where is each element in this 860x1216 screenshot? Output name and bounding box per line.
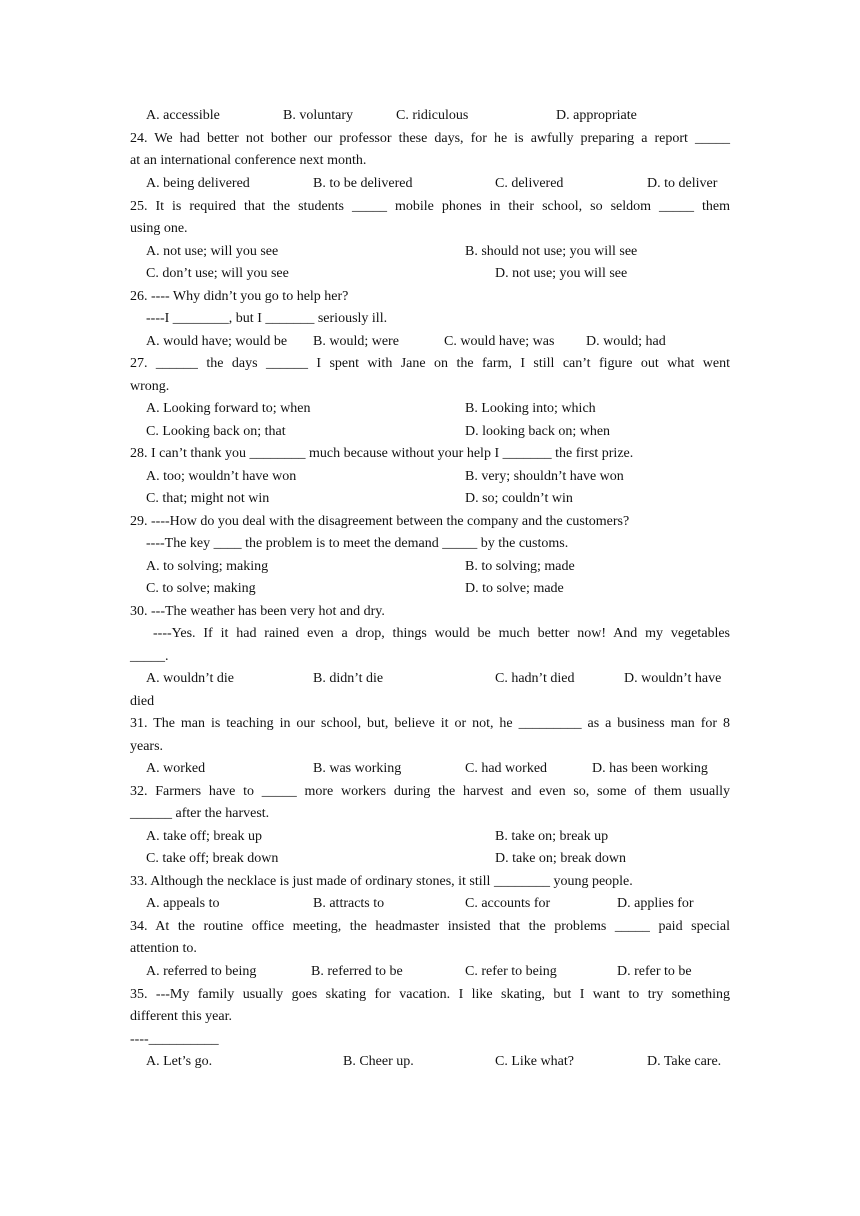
q28-option-d: D. so; couldn’t win [465,491,573,506]
q23-option-d: D. appropriate [556,108,637,123]
q33-option-c: C. accounts for [465,896,551,911]
q30-question-line2: ----Yes. If it had rained even a drop, things would be much better now! And my vegetables [153,626,730,641]
q34-question-line1: 34. At the routine office meeting, the headmaster insisted that the problems _____ paid special [130,919,730,934]
q35-question-line2: different this year. [130,1009,232,1024]
q24-option-d: D. to deliver [647,176,718,191]
q26-option-b: B. would; were [313,334,399,349]
q25-question-line1: 25. It is required that the students _____ mobile phones in their school, so seldom _____ them [130,199,730,214]
q23-option-c: C. ridiculous [396,108,469,123]
q32-option-c: C. take off; break down [146,851,279,866]
q25-option-a: A. not use; will you see [146,244,279,259]
q35-option-d: D. Take care. [647,1054,722,1069]
q29-question-line1: 29. ----How do you deal with the disagreement between the company and the customers? [130,514,630,529]
q23-option-a: A. accessible [146,108,220,123]
q32-option-b: B. take on; break up [495,829,609,844]
q29-option-c: C. to solve; making [146,581,256,596]
q32-option-d: D. take on; break down [495,851,627,866]
q31-option-b: B. was working [313,761,402,776]
q24-option-c: C. delivered [495,176,564,191]
q33-option-d: D. applies for [617,896,694,911]
q32-question-line2: ______ after the harvest. [130,806,270,821]
q34-question-line2: attention to. [130,941,197,956]
q30-question-line3: _____. [130,649,169,664]
q24-question-line2: at an international conference next month. [130,153,367,168]
q29-option-d: D. to solve; made [465,581,564,596]
q27-option-d: D. looking back on; when [465,424,611,439]
q28-option-c: C. that; might not win [146,491,270,506]
q30-option-d: D. wouldn’t have [624,671,722,686]
q30-option-a: A. wouldn’t die [146,671,235,686]
q25-option-b: B. should not use; you will see [465,244,638,259]
q29-question-line2: ----The key ____ the problem is to meet the demand _____ by the customs. [146,536,569,551]
q25-option-c: C. don’t use; will you see [146,266,289,281]
q35-question-line1: 35. ---My family usually goes skating for vacation. I like skating, but I want to try something [130,987,730,1002]
q25-question-line2: using one. [130,221,188,236]
q34-option-d: D. refer to be [617,964,692,979]
q31-option-d: D. has been working [592,761,708,776]
q31-option-c: C. had worked [465,761,548,776]
q28-option-a: A. too; wouldn’t have won [146,469,297,484]
q24-option-a: A. being delivered [146,176,250,191]
q27-option-a: A. Looking forward to; when [146,401,311,416]
q31-option-a: A. worked [146,761,206,776]
q34-option-c: C. refer to being [465,964,557,979]
q27-question-line2: wrong. [130,379,170,394]
q35-answer-blank: ----__________ [130,1032,219,1047]
q29-option-a: A. to solving; making [146,559,269,574]
q24-question-line1: 24. We had better not bother our professor these days, for he is awfully preparing a report _____ [130,131,730,146]
q27-option-b: B. Looking into; which [465,401,596,416]
q33-question-line1: 33. Although the necklace is just made of ordinary stones, it still ________ young people. [130,874,633,889]
q25-option-d: D. not use; you will see [495,266,628,281]
q26-question-line1: 26. ---- Why didn’t you go to help her? [130,289,349,304]
q34-option-a: A. referred to being [146,964,257,979]
q34-option-b: B. referred to be [311,964,403,979]
q35-option-b: B. Cheer up. [343,1054,414,1069]
q26-question-line2: ----I ________, but I _______ seriously ill. [146,311,388,326]
q35-option-a: A. Let’s go. [146,1054,213,1069]
q27-question-line1: 27. ______ the days ______ I spent with Jane on the farm, I still can’t figure out what went [130,356,730,371]
q31-question-line1: 31. The man is teaching in our school, but, believe it or not, he _________ as a business man for 8 [130,716,730,731]
q33-option-b: B. attracts to [313,896,385,911]
q30-question-line1: 30. ---The weather has been very hot and dry. [130,604,385,619]
q26-option-a: A. would have; would be [146,334,288,349]
q23-option-b: B. voluntary [283,108,353,123]
q30-option-d-wrap: died [130,694,155,709]
q26-option-c: C. would have; was [444,334,555,349]
q28-option-b: B. very; shouldn’t have won [465,469,624,484]
q35-option-c: C. Like what? [495,1054,574,1069]
q30-option-b: B. didn’t die [313,671,384,686]
q28-question-line1: 28. I can’t thank you ________ much because without your help I _______ the first prize. [130,446,634,461]
q24-option-b: B. to be delivered [313,176,413,191]
q32-option-a: A. take off; break up [146,829,262,844]
q26-option-d: D. would; had [586,334,666,349]
q30-option-c: C. hadn’t died [495,671,575,686]
q32-question-line1: 32. Farmers have to _____ more workers during the harvest and even so, some of them usually [130,784,730,799]
q31-question-line2: years. [130,739,164,754]
q33-option-a: A. appeals to [146,896,220,911]
q27-option-c: C. Looking back on; that [146,424,286,439]
q29-option-b: B. to solving; made [465,559,575,574]
